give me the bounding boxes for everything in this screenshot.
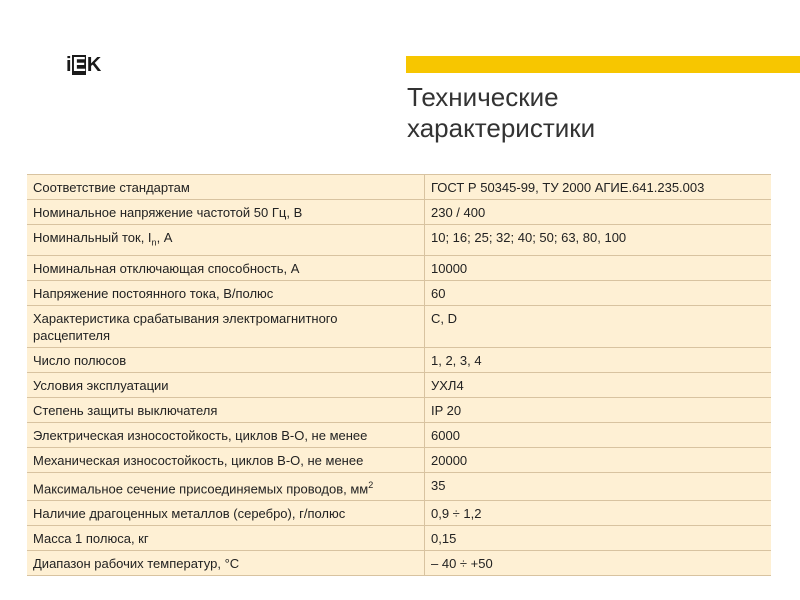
value-cell: 10000	[425, 255, 772, 280]
table-row	[27, 305, 771, 347]
param-cell	[27, 225, 425, 256]
table-row	[27, 280, 771, 305]
table-row	[27, 447, 771, 472]
param-text: Максимальное сечение присоединяемых проводов, мм	[33, 480, 369, 496]
param-subscript: n	[151, 237, 157, 248]
logo-letter-k: K	[86, 54, 101, 76]
table-row	[27, 525, 771, 550]
table-row	[27, 372, 771, 397]
page-title-line-1: Технические	[407, 82, 559, 112]
table-row	[27, 200, 771, 225]
iek-logo	[66, 55, 100, 75]
param-cell: Степень защиты выключателя	[27, 397, 425, 422]
param-cell: Напряжение постоянного тока, В/полюс	[27, 280, 425, 305]
param-cell: Номинальная отключающая способность, А	[27, 255, 425, 280]
param-cell	[27, 472, 425, 500]
value-cell: 0,15	[425, 525, 772, 550]
param-text-suffix: , А	[156, 230, 173, 245]
param-cell: Соответствие стандартам	[27, 175, 425, 200]
table-row	[27, 397, 771, 422]
value-cell: – 40 ÷ +50	[425, 550, 772, 575]
table-row	[27, 472, 771, 500]
param-cell: Масса 1 полюса, кг	[27, 525, 425, 550]
table-row	[27, 175, 771, 200]
param-text: Номинальный ток, I	[33, 230, 152, 245]
table-row	[27, 422, 771, 447]
table-row	[27, 255, 771, 280]
value-cell: 60	[425, 280, 772, 305]
header-accent-bar	[406, 56, 800, 73]
param-cell: Характеристика срабатывания электромагнитного расцепителя	[27, 305, 425, 347]
param-cell: Механическая износостойкость, циклов В-О, не менее	[27, 447, 425, 472]
logo-letter-i: i	[66, 54, 71, 76]
param-cell: Номинальное напряжение частотой 50 Гц, В	[27, 200, 425, 225]
specifications-table	[27, 174, 771, 576]
page-title-line-2: характеристики	[407, 113, 596, 143]
param-cell: Число полюсов	[27, 347, 425, 372]
table-row	[27, 225, 771, 256]
param-cell: Диапазон рабочих температур, °С	[27, 550, 425, 575]
table-row	[27, 500, 771, 525]
param-cell: Электрическая износостойкость, циклов В-О, не менее	[27, 422, 425, 447]
param-superscript: 2	[368, 479, 374, 490]
value-cell: C, D	[425, 305, 772, 347]
value-cell: ГОСТ Р 50345-99, ТУ 2000 АГИЕ.641.235.003	[425, 175, 772, 200]
table-row	[27, 347, 771, 372]
value-cell: 35	[425, 472, 772, 500]
value-cell: 1, 2, 3, 4	[425, 347, 772, 372]
value-cell: 6000	[425, 422, 772, 447]
value-cell: IP 20	[425, 397, 772, 422]
value-cell: 20000	[425, 447, 772, 472]
param-cell: Наличие драгоценных металлов (серебро), г/полюс	[27, 500, 425, 525]
table-row	[27, 550, 771, 575]
param-cell: Условия эксплуатации	[27, 372, 425, 397]
value-cell: 230 / 400	[425, 200, 772, 225]
logo-letter-e: E	[72, 54, 85, 76]
page-title	[407, 82, 595, 144]
value-cell: 0,9 ÷ 1,2	[425, 500, 772, 525]
value-cell: УХЛ4	[425, 372, 772, 397]
value-cell: 10; 16; 25; 32; 40; 50; 63, 80, 100	[425, 225, 772, 256]
